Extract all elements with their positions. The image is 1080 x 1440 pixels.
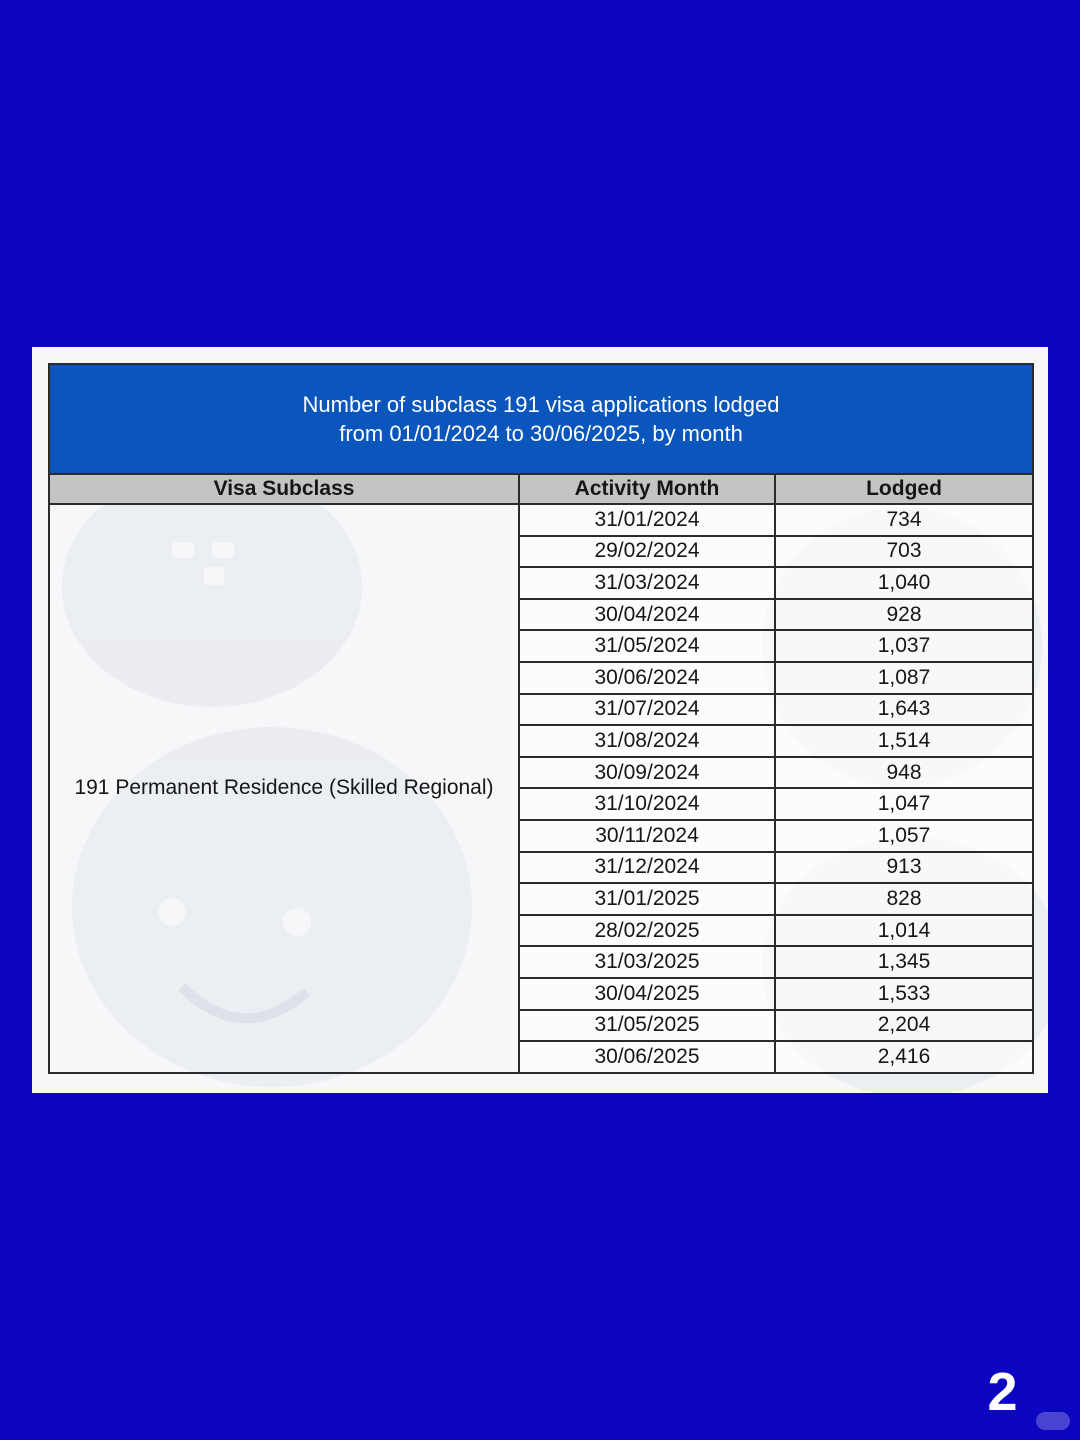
column-header-lodged: Lodged bbox=[775, 474, 1033, 504]
lodged-cell: 1,014 bbox=[775, 915, 1033, 947]
visa-subclass-cell: 191 Permanent Residence (Skilled Regional) bbox=[49, 504, 519, 1073]
lodged-cell: 1,533 bbox=[775, 978, 1033, 1010]
lodged-cell: 1,037 bbox=[775, 630, 1033, 662]
lodged-cell: 703 bbox=[775, 536, 1033, 568]
activity-month-cell: 30/11/2024 bbox=[519, 820, 775, 852]
lodged-cell: 928 bbox=[775, 599, 1033, 631]
lodged-cell: 1,087 bbox=[775, 662, 1033, 694]
table-card bbox=[32, 347, 1048, 1093]
lodged-cell: 1,643 bbox=[775, 694, 1033, 726]
table-body bbox=[49, 504, 1033, 1073]
column-header-activity-month: Activity Month bbox=[519, 474, 775, 504]
lodged-cell: 1,040 bbox=[775, 567, 1033, 599]
activity-month-cell: 30/04/2025 bbox=[519, 978, 775, 1010]
table-title-line-1: Number of subclass 191 visa applications lodged bbox=[302, 392, 780, 417]
table-row bbox=[49, 504, 1033, 536]
lodged-cell: 2,204 bbox=[775, 1010, 1033, 1042]
table-title bbox=[49, 364, 1033, 474]
activity-month-cell: 31/03/2024 bbox=[519, 567, 775, 599]
activity-month-cell: 30/04/2024 bbox=[519, 599, 775, 631]
lodged-cell: 913 bbox=[775, 852, 1033, 884]
table-title-line-2: from 01/01/2024 to 30/06/2025, by month bbox=[339, 421, 743, 446]
lodged-cell: 1,345 bbox=[775, 946, 1033, 978]
activity-month-cell: 31/10/2024 bbox=[519, 788, 775, 820]
lodged-cell: 734 bbox=[775, 504, 1033, 536]
activity-month-cell: 31/05/2024 bbox=[519, 630, 775, 662]
lodged-cell: 828 bbox=[775, 883, 1033, 915]
column-header-visa-subclass: Visa Subclass bbox=[49, 474, 519, 504]
activity-month-cell: 30/06/2025 bbox=[519, 1041, 775, 1073]
activity-month-cell: 31/08/2024 bbox=[519, 725, 775, 757]
lodged-cell: 1,057 bbox=[775, 820, 1033, 852]
activity-month-cell: 31/12/2024 bbox=[519, 852, 775, 884]
activity-month-cell: 30/09/2024 bbox=[519, 757, 775, 789]
lodged-cell: 2,416 bbox=[775, 1041, 1033, 1073]
activity-month-cell: 31/01/2025 bbox=[519, 883, 775, 915]
lodged-cell: 1,047 bbox=[775, 788, 1033, 820]
app-logo-icon bbox=[1036, 1412, 1070, 1430]
activity-month-cell: 29/02/2024 bbox=[519, 536, 775, 568]
lodged-cell: 948 bbox=[775, 757, 1033, 789]
activity-month-cell: 30/06/2024 bbox=[519, 662, 775, 694]
visa-lodgement-table bbox=[48, 363, 1034, 1074]
activity-month-cell: 31/03/2025 bbox=[519, 946, 775, 978]
page-number: 2 bbox=[987, 1362, 1018, 1422]
activity-month-cell: 31/01/2024 bbox=[519, 504, 775, 536]
activity-month-cell: 28/02/2025 bbox=[519, 915, 775, 947]
activity-month-cell: 31/05/2025 bbox=[519, 1010, 775, 1042]
activity-month-cell: 31/07/2024 bbox=[519, 694, 775, 726]
lodged-cell: 1,514 bbox=[775, 725, 1033, 757]
